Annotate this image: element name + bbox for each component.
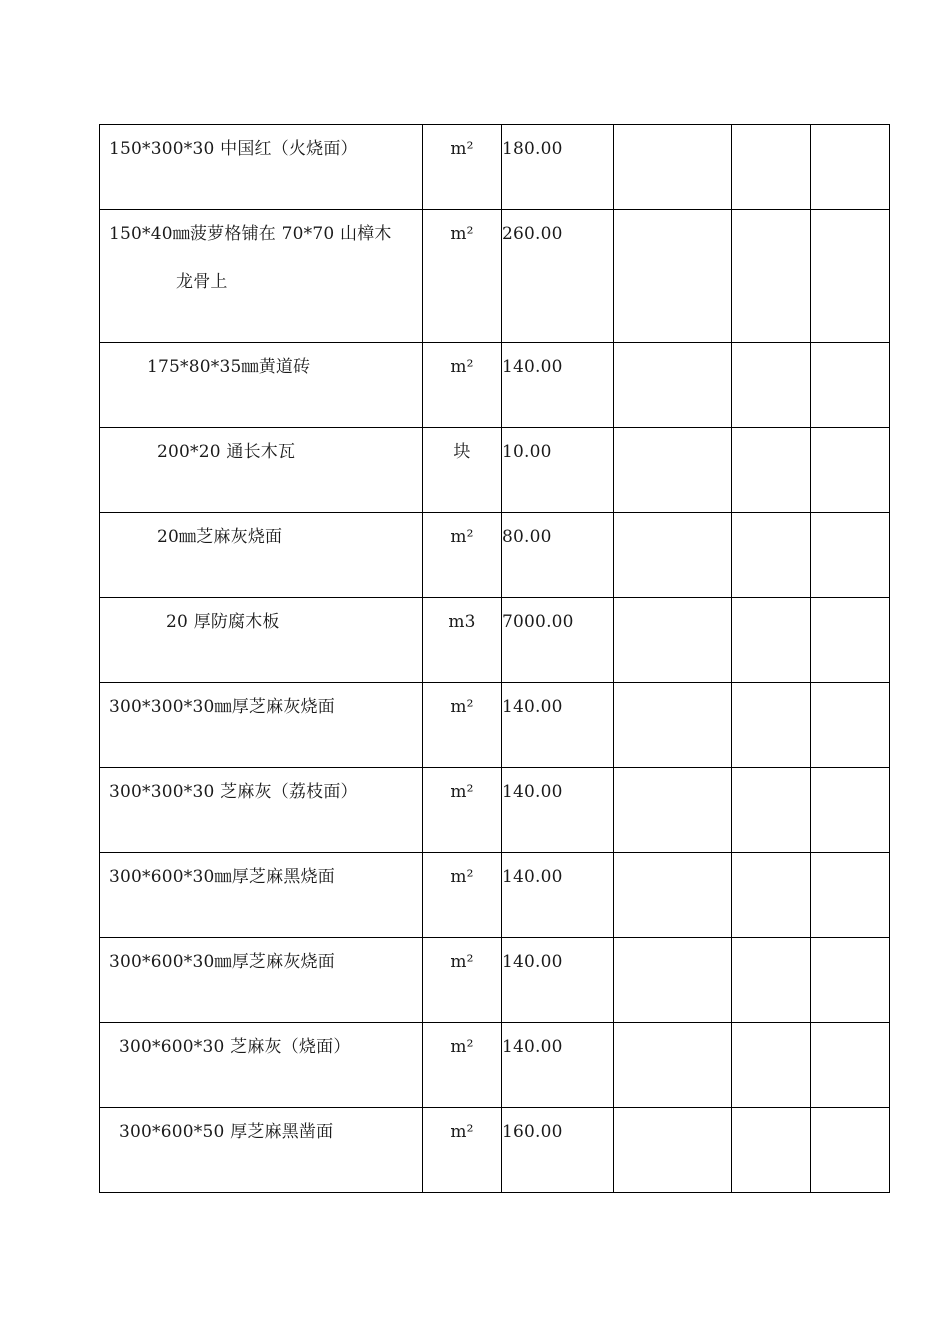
empty-cell [614, 853, 732, 938]
empty-cell [732, 125, 811, 210]
empty-cell [811, 768, 890, 853]
unit-cell: m² [423, 1108, 502, 1193]
unit-cell: m² [423, 513, 502, 598]
empty-cell [732, 598, 811, 683]
empty-cell [811, 853, 890, 938]
table-row [100, 768, 890, 853]
empty-cell [811, 343, 890, 428]
price-cell: 80.00 [502, 513, 614, 598]
empty-cell [614, 938, 732, 1023]
price-cell: 7000.00 [502, 598, 614, 683]
empty-cell [732, 210, 811, 343]
item-name: 300*300*30㎜厚芝麻灰烧面 [109, 697, 335, 717]
empty-cell [732, 1023, 811, 1108]
empty-cell [614, 683, 732, 768]
unit-cell: m² [423, 683, 502, 768]
item-name-cell [100, 1108, 423, 1193]
item-name: 300*600*30㎜厚芝麻黑烧面 [109, 867, 335, 887]
unit-cell: m² [423, 938, 502, 1023]
unit-cell: m² [423, 768, 502, 853]
empty-cell [614, 1108, 732, 1193]
unit-cell: 块 [423, 428, 502, 513]
item-name-cell [100, 853, 423, 938]
table-row [100, 598, 890, 683]
unit-cell: m² [423, 125, 502, 210]
item-name: 150*300*30 中国红（火烧面） [109, 139, 358, 159]
price-cell: 140.00 [502, 683, 614, 768]
item-name: 300*600*50 厚芝麻黑凿面 [119, 1122, 334, 1142]
item-name: 200*20 通长木瓦 [157, 442, 296, 462]
price-cell: 140.00 [502, 938, 614, 1023]
empty-cell [811, 1108, 890, 1193]
item-name: 300*300*30 芝麻灰（荔枝面） [109, 782, 358, 802]
empty-cell [614, 210, 732, 343]
item-name: 20 厚防腐木板 [166, 612, 280, 632]
unit-cell: m3 [423, 598, 502, 683]
empty-cell [811, 428, 890, 513]
empty-cell [614, 768, 732, 853]
empty-cell [614, 428, 732, 513]
item-name: 150*40㎜菠萝格铺在 70*70 山樟木 [109, 224, 392, 244]
unit-cell: m² [423, 853, 502, 938]
table-row [100, 210, 890, 343]
empty-cell [614, 598, 732, 683]
empty-cell [614, 343, 732, 428]
empty-cell [811, 938, 890, 1023]
item-name-cell [100, 125, 423, 210]
item-name-cell [100, 938, 423, 1023]
unit-cell: m² [423, 210, 502, 343]
table-row [100, 683, 890, 768]
empty-cell [811, 125, 890, 210]
price-cell: 140.00 [502, 768, 614, 853]
price-cell: 180.00 [502, 125, 614, 210]
empty-cell [732, 853, 811, 938]
unit-cell: m² [423, 1023, 502, 1108]
table-row [100, 125, 890, 210]
table-row [100, 343, 890, 428]
item-name-cell [100, 428, 423, 513]
price-table [99, 124, 890, 1193]
item-name-cell [100, 513, 423, 598]
empty-cell [732, 683, 811, 768]
empty-cell [614, 125, 732, 210]
item-name-cell [100, 683, 423, 768]
empty-cell [811, 683, 890, 768]
empty-cell [732, 513, 811, 598]
empty-cell [811, 1023, 890, 1108]
price-cell: 140.00 [502, 343, 614, 428]
item-name: 20㎜芝麻灰烧面 [157, 527, 283, 547]
price-cell: 160.00 [502, 1108, 614, 1193]
price-cell: 140.00 [502, 1023, 614, 1108]
item-name: 175*80*35㎜黄道砖 [147, 357, 311, 377]
empty-cell [732, 1108, 811, 1193]
price-cell: 10.00 [502, 428, 614, 513]
table-row [100, 853, 890, 938]
table-row [100, 428, 890, 513]
price-cell: 260.00 [502, 210, 614, 343]
table-row [100, 938, 890, 1023]
empty-cell [614, 1023, 732, 1108]
unit-cell: m² [423, 343, 502, 428]
empty-cell [732, 768, 811, 853]
item-name-continuation: 龙骨上 [176, 272, 228, 292]
item-name-cell [100, 598, 423, 683]
empty-cell [732, 428, 811, 513]
empty-cell [614, 513, 732, 598]
empty-cell [811, 513, 890, 598]
empty-cell [732, 343, 811, 428]
price-cell: 140.00 [502, 853, 614, 938]
item-name: 300*600*30㎜厚芝麻灰烧面 [109, 952, 335, 972]
empty-cell [811, 210, 890, 343]
item-name-cell [100, 1023, 423, 1108]
table-row [100, 513, 890, 598]
empty-cell [811, 598, 890, 683]
table-row [100, 1023, 890, 1108]
item-name-cell [100, 210, 423, 343]
empty-cell [732, 938, 811, 1023]
item-name-cell [100, 343, 423, 428]
item-name-cell [100, 768, 423, 853]
item-name: 300*600*30 芝麻灰（烧面） [119, 1037, 351, 1057]
table-row [100, 1108, 890, 1193]
